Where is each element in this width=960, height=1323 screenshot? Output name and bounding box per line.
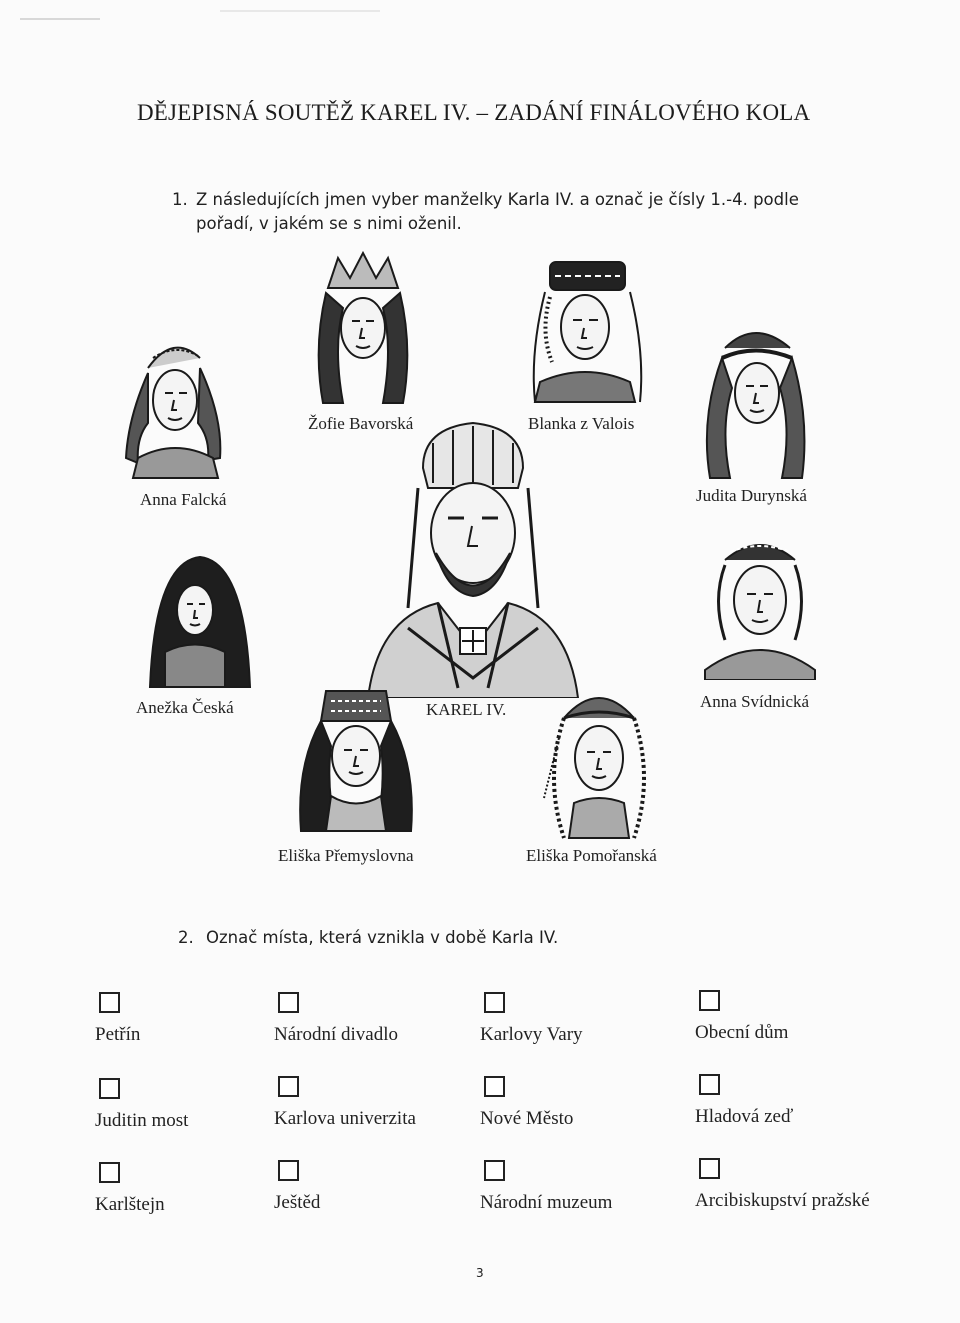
place-option[interactable]: [274, 992, 494, 1052]
portrait-label: Judita Durynská: [696, 486, 807, 505]
portrait-label: Anna Svídnická: [700, 692, 810, 711]
place-option[interactable]: [695, 1074, 915, 1134]
portrait-label: Blanka z Valois: [528, 414, 635, 433]
portrait-karel-iv: [348, 418, 598, 698]
place-label: Hladová zeď: [695, 1106, 794, 1127]
portrait-anezka-ceska: [140, 552, 260, 692]
place-option[interactable]: [274, 1160, 494, 1220]
place-label: Juditin most: [95, 1110, 189, 1131]
portrait-zofie-bavorska: [308, 248, 418, 408]
place-option[interactable]: [274, 1076, 494, 1136]
portrait-anna-svidnicka: [700, 530, 820, 680]
checkbox[interactable]: [484, 1076, 505, 1097]
checkbox[interactable]: [484, 992, 505, 1013]
portrait-judita-durynska: [700, 318, 810, 483]
checkbox[interactable]: [699, 1158, 720, 1179]
portrait-eliska-pomoranska: [534, 678, 664, 843]
place-option[interactable]: [480, 1160, 700, 1220]
checkbox[interactable]: [699, 1074, 720, 1095]
question-text: Z následujících jmen vyber manželky Karla IV. a označ je čísly 1.-4. podle pořadí, v jakém se s nimi oženil.: [196, 190, 799, 233]
scan-mark: [20, 18, 100, 20]
question-number: 2.: [178, 928, 194, 947]
portrait-label: Eliška Přemyslovna: [278, 846, 414, 865]
question-number: 1.: [172, 190, 188, 209]
place-option[interactable]: [480, 1076, 700, 1136]
checkbox[interactable]: [99, 1162, 120, 1183]
portrait-anna-falcka: [118, 328, 233, 483]
page-number: 3: [476, 1266, 484, 1280]
place-label: Arcibiskupství pražské: [695, 1190, 870, 1211]
place-label: Ještěd: [274, 1192, 321, 1213]
place-label: Národní divadlo: [274, 1024, 399, 1045]
checkbox[interactable]: [99, 992, 120, 1013]
portrait-label: Eliška Pomořanská: [526, 846, 657, 865]
question-2: [178, 928, 558, 947]
portrait-label: Anna Falcká: [140, 490, 227, 509]
portrait-label: Anežka Česká: [136, 698, 234, 717]
place-label: Karlštejn: [95, 1194, 165, 1215]
portrait-blanka-z-valois: [510, 252, 650, 407]
question-1: [172, 188, 832, 236]
page-title: DĚJEPISNÁ SOUTĚŽ KAREL IV. – ZADÁNÍ FINÁLOVÉHO KOLA: [137, 100, 811, 125]
scan-mark: [220, 10, 380, 12]
place-label: Obecní dům: [695, 1022, 789, 1043]
place-label: Petřín: [95, 1024, 141, 1045]
place-label: Nové Město: [480, 1108, 574, 1129]
place-label: Karlovy Vary: [480, 1024, 583, 1045]
checkbox[interactable]: [278, 1160, 299, 1181]
question-text: Označ místa, která vznikla v době Karla IV.: [206, 928, 559, 947]
checkbox[interactable]: [484, 1160, 505, 1181]
checkbox[interactable]: [278, 992, 299, 1013]
place-option[interactable]: [480, 992, 700, 1052]
portrait-label: KAREL IV.: [426, 700, 507, 719]
place-label: Národní muzeum: [480, 1192, 613, 1213]
portrait-label: Žofie Bavorská: [308, 414, 414, 433]
place-option[interactable]: [695, 1158, 915, 1218]
checkbox[interactable]: [699, 990, 720, 1011]
place-label: Karlova univerzita: [274, 1108, 416, 1129]
checkbox[interactable]: [99, 1078, 120, 1099]
checkbox[interactable]: [278, 1076, 299, 1097]
place-option[interactable]: [695, 990, 915, 1050]
portrait-eliska-premyslovna: [296, 686, 416, 836]
